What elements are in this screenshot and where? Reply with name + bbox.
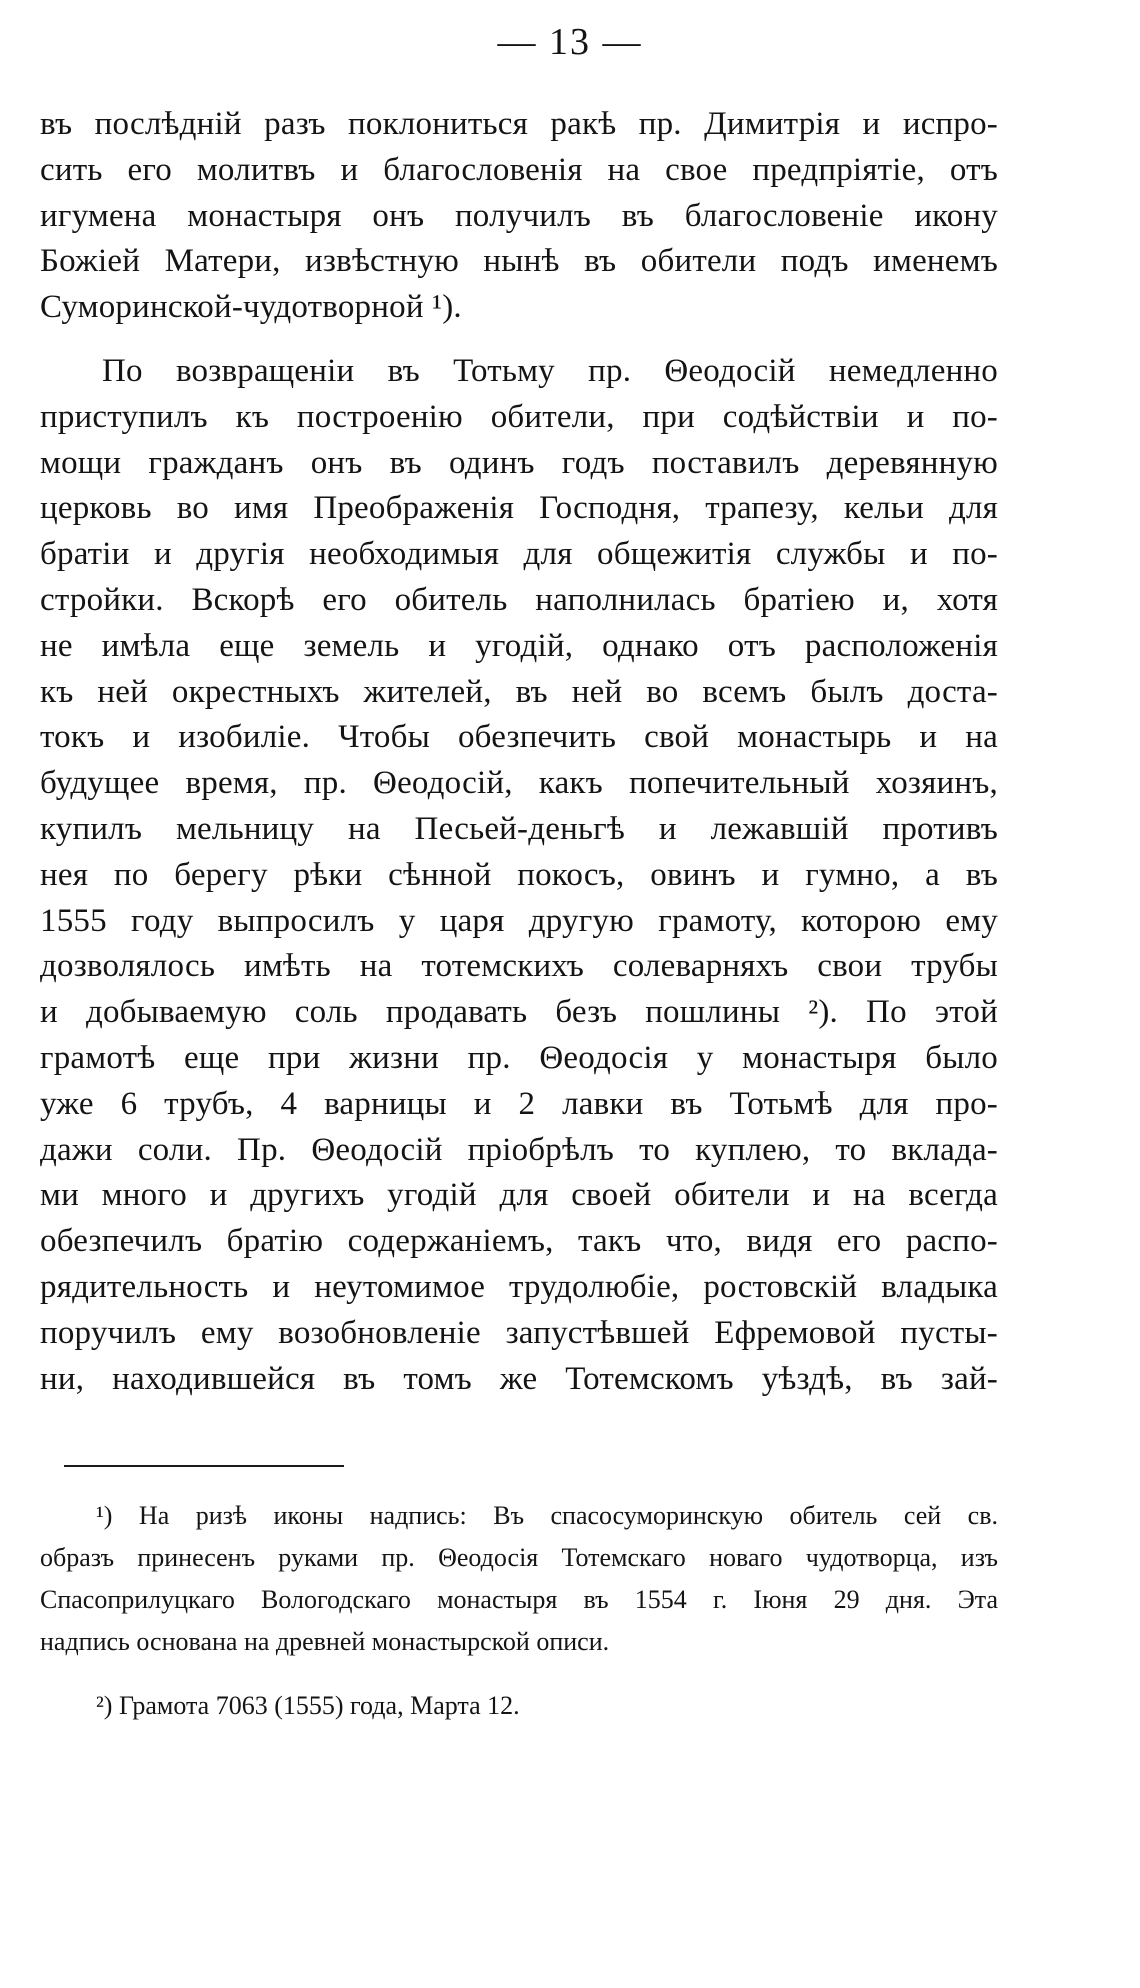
text-line: не имѣла еще земель и угодій, однако отъ расположенія bbox=[40, 627, 998, 664]
text-line: 1555 году выпросилъ у царя другую грамоту, которою ему bbox=[40, 902, 998, 939]
footnote-line: Спасоприлуцкаго Вологодскаго монастыря въ 1554 г. Іюня 29 дня. Эта bbox=[40, 1585, 998, 1614]
text-line: приступилъ къ построенію обители, при содѣйствіи и по- bbox=[40, 398, 998, 435]
footnote-line: ²) Грамота 7063 (1555) года, Марта 12. bbox=[96, 1691, 520, 1720]
text-line: дажи соли. Пр. Θеодосій пріобрѣлъ то куплею, то вклада- bbox=[40, 1131, 998, 1168]
text-line: стройки. Вскорѣ его обитель наполнилась братіею и, хотя bbox=[40, 581, 998, 618]
body-text bbox=[40, 102, 998, 1402]
text-line: дозволялось имѣть на тотемскихъ солеварняхъ свои трубы bbox=[40, 948, 998, 985]
text-line: сить его молитвъ и благословенія на свое предпріятіе, отъ bbox=[40, 151, 998, 188]
footnotes bbox=[40, 1495, 998, 1727]
footnote-line: образъ принесенъ руками пр. Θеодосія Тотемскаго новаго чудотворца, изъ bbox=[40, 1543, 998, 1572]
footnote-separator bbox=[64, 1465, 344, 1467]
text-line: Суморинской-чудотворной ¹). bbox=[40, 289, 462, 326]
text-line: Божіей Матери, извѣстную нынѣ въ обители подъ именемъ bbox=[40, 243, 998, 280]
text-line: купилъ мельницу на Песьей-деньгѣ и лежавшій противъ bbox=[40, 810, 998, 847]
text-line: ни, находившейся въ томъ же Тотемскомъ уѣздѣ, въ зай- bbox=[40, 1360, 998, 1397]
text-line: церковь во имя Преображенія Господня, трапезу, кельи для bbox=[40, 490, 998, 527]
text-line: будущее время, пр. Θеодосій, какъ попечительный хозяинъ, bbox=[40, 765, 998, 802]
text-line: токъ и изобиліе. Чтобы обезпечить свой монастырь и на bbox=[40, 719, 998, 756]
text-line: грамотѣ еще при жизни пр. Θеодосія у монастыря было bbox=[40, 1039, 998, 1076]
text-line: По возвращеніи въ Тотьму пр. Θеодосій немедленно bbox=[102, 352, 998, 389]
footnote-line: надпись основана на древней монастырской описи. bbox=[40, 1627, 610, 1656]
footnote-line: ¹) На ризѣ иконы надпись: Въ спасосуморинскую обитель сей св. bbox=[96, 1501, 998, 1530]
text-line: рядительность и неутомимое трудолюбіе, ростовскій владыка bbox=[40, 1268, 998, 1305]
text-line: игумена монастыря онъ получилъ въ благословеніе икону bbox=[40, 197, 998, 234]
text-line: обезпечилъ братію содержаніемъ, такъ что, видя его распо- bbox=[40, 1223, 998, 1260]
text-line: и добываемую соль продавать безъ пошлины ²). По этой bbox=[40, 994, 998, 1031]
text-line: ми много и другихъ угодій для своей обители и на всегда bbox=[40, 1177, 998, 1214]
text-line: мощи гражданъ онъ въ одинъ годъ поставилъ деревянную bbox=[40, 444, 998, 481]
text-line: поручилъ ему возобновленіе запустѣвшей Ефремовой пусты- bbox=[40, 1314, 998, 1351]
text-line: нея по берегу рѣки сѣнной покосъ, овинъ и гумно, а въ bbox=[40, 856, 998, 893]
text-line: братіи и другія необходимыя для общежитія службы и по- bbox=[40, 536, 998, 573]
page-number: — 13 — bbox=[497, 21, 643, 63]
text-line: въ послѣдній разъ поклониться ракѣ пр. Димитрія и испро- bbox=[40, 106, 998, 142]
text-line: уже 6 трубъ, 4 варницы и 2 лавки въ Тотьмѣ для про- bbox=[40, 1085, 998, 1122]
text-line: къ ней окрестныхъ жителей, въ ней во всемъ былъ доста- bbox=[40, 673, 998, 710]
